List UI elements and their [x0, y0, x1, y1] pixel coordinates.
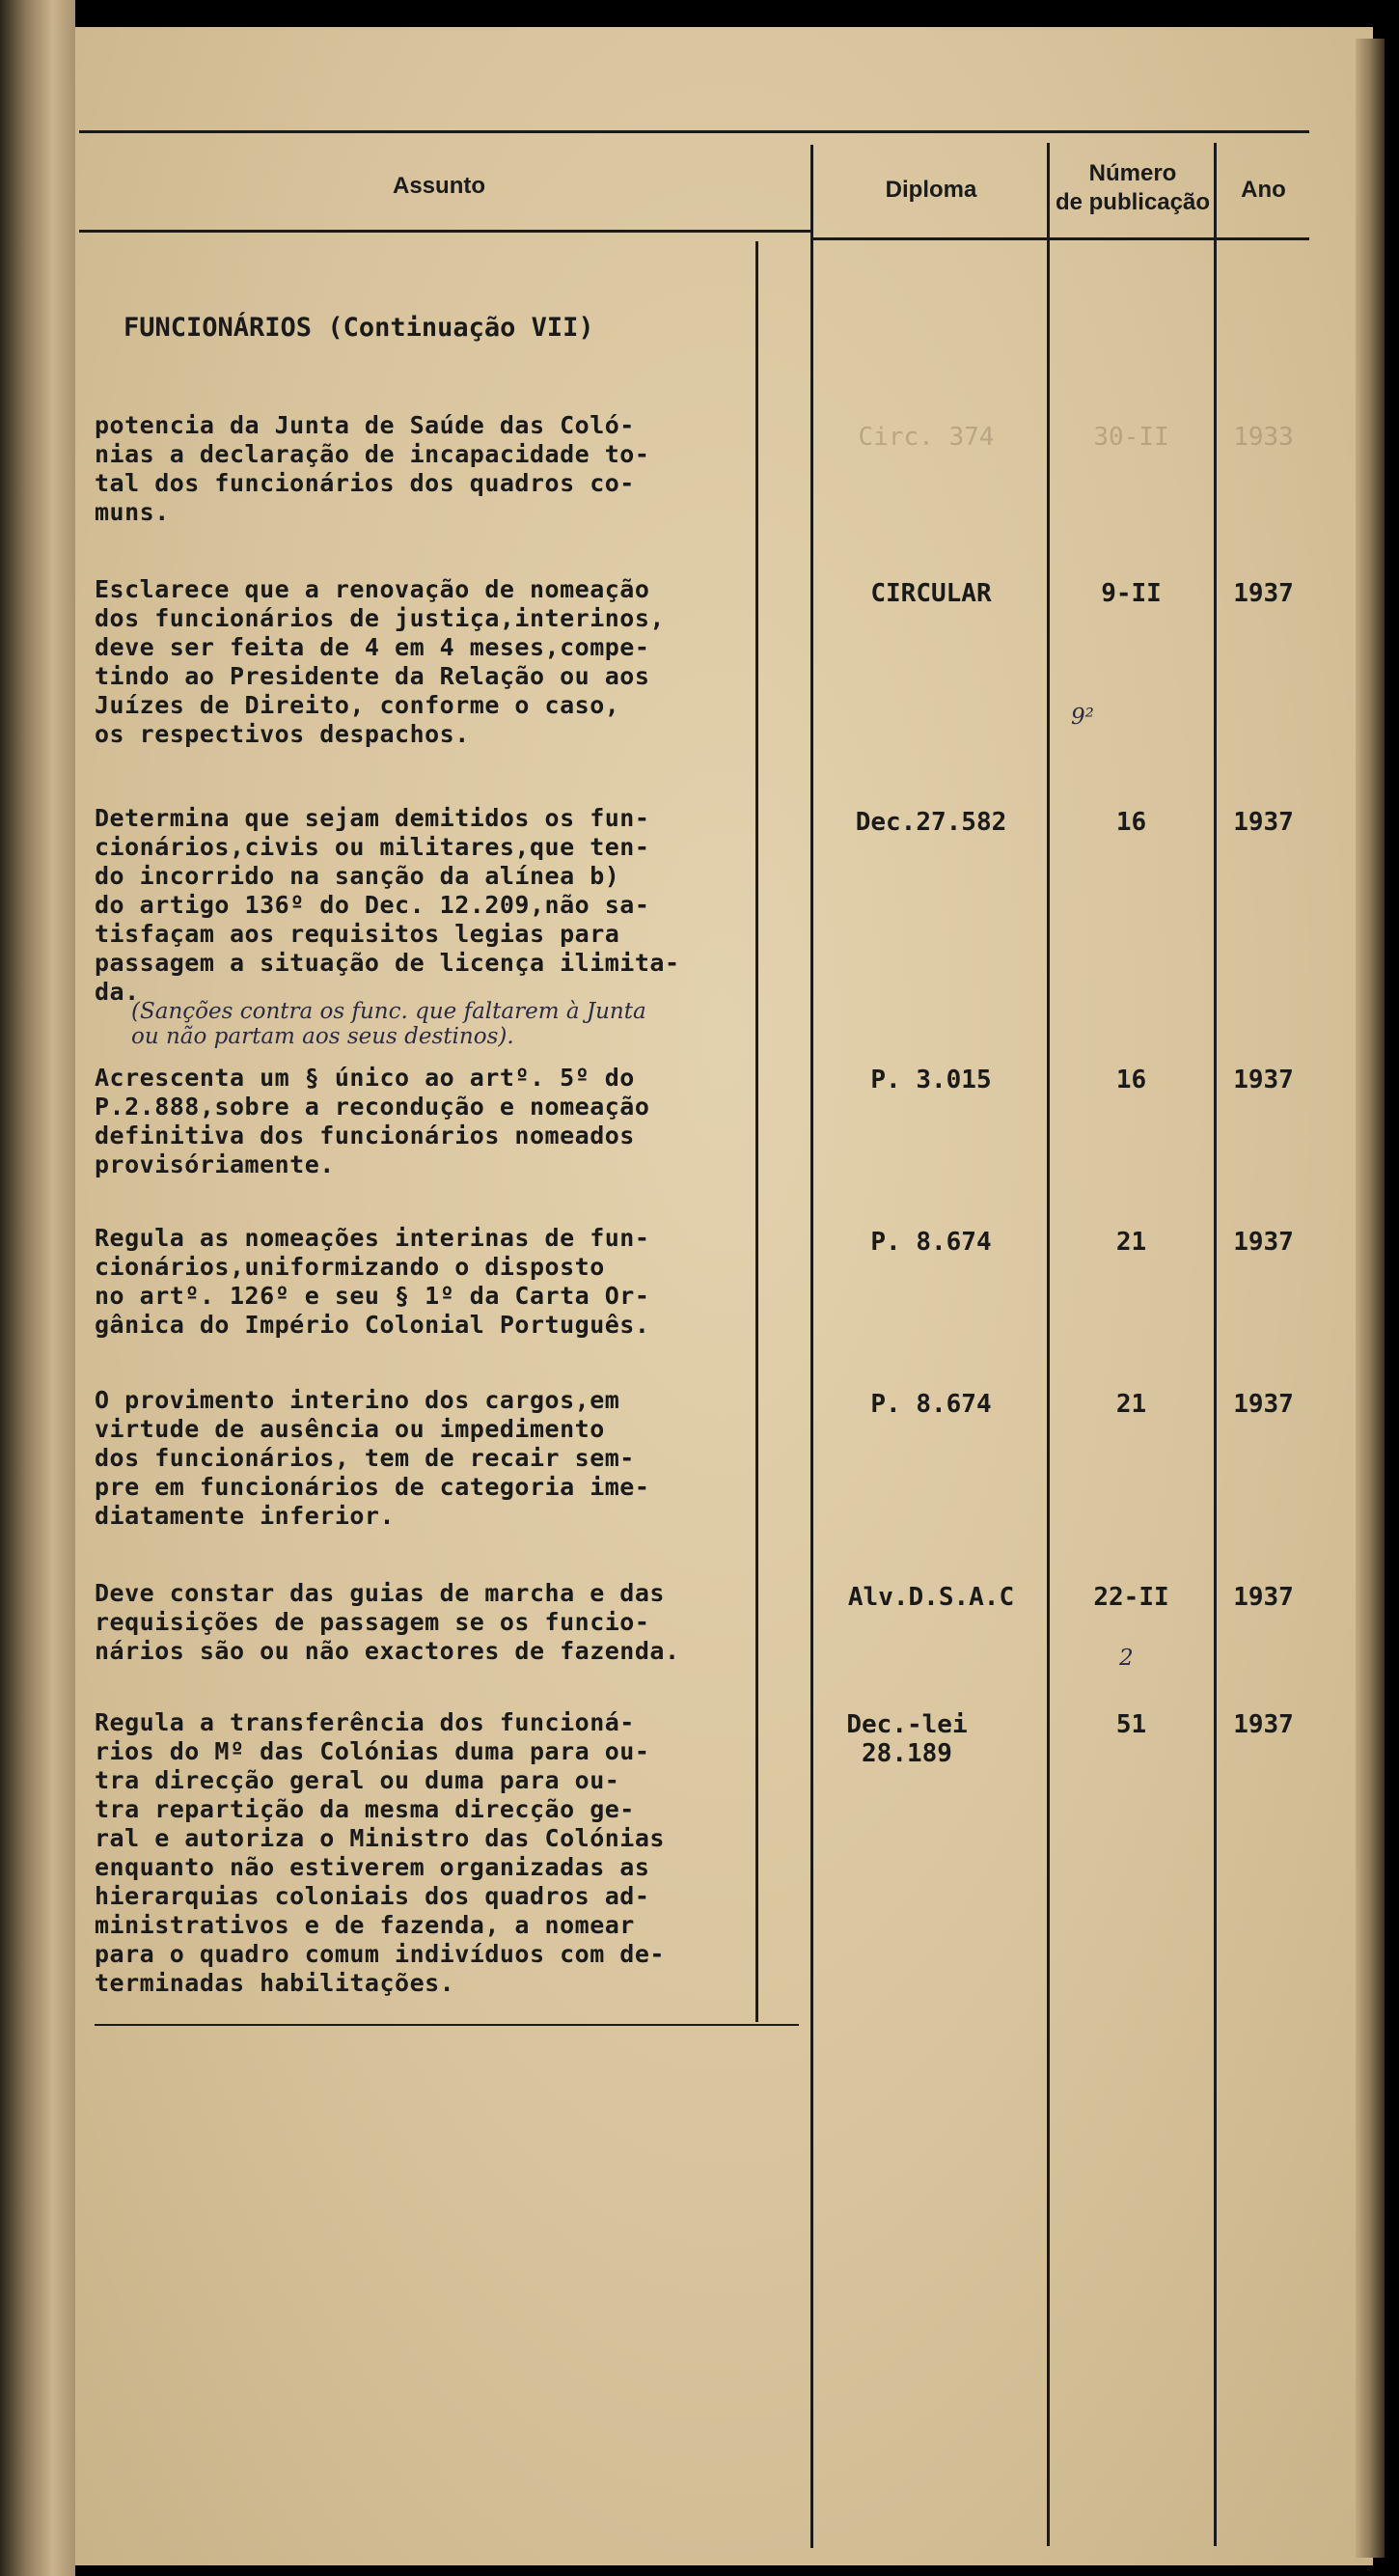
header-numero: Número de publicação: [1055, 160, 1211, 215]
entry-diploma: P. 3.015: [870, 1066, 992, 1094]
entry-text: O provimento interino dos cargos,em virtude de ausência ou impedimento dos funcionários, tem de recair sem- pre em funcionários de categoria ime- diatamente inferior.: [95, 1386, 650, 1530]
entry-text: Esclarece que a renovação de nomeação dos funcionários de justiça,interinos, deve ser feita de 4 em 4 meses,compe- tindo ao Presidente da Relação ou aos Juízes de Direito, conforme o caso, os respectivos despachos.: [95, 575, 665, 748]
entry-ano: 1937: [1233, 1583, 1294, 1612]
entry-text: Acrescenta um § único ao artº. 5º do P.2.888,sobre a recondução e nomeação definitiva dos funcionários nomeados provisóriamente.: [95, 1064, 650, 1178]
column-rule-ano: [1214, 143, 1217, 2546]
entry-text: Regula a transferência dos funcioná- rios do Mº das Colónias duma para ou- tra direcção geral ou duma para ou- tra repartição da mesma direcção ge- ral e autoriza o Ministro das Colónias enquanto não estiverem organizadas as hierarquias coloniais dos quadros ad- ministrativos e de fazenda, a nomear para o quadro comum indivíduos com de- terminadas habilitações.: [95, 1708, 665, 1997]
handwritten-note: 9²: [1071, 705, 1094, 730]
page-right-edge: [1356, 39, 1385, 2558]
entry-diploma: Circ. 374: [858, 423, 995, 452]
entry-ano: 1937: [1233, 1390, 1294, 1419]
entry-text: Regula as nomeações interinas de fun- cionários,uniformizando o disposto no artº. 126º e seu § 1º da Carta Or- gânica do Império Colonial Português.: [95, 1224, 650, 1339]
entry-numero: 30-II: [1093, 423, 1169, 452]
handwritten-note: 2: [1119, 1646, 1134, 1671]
entry-text: Deve constar das guias de marcha e das requisições de passagem se os funcio- nários são ou não exactores de fazenda.: [95, 1579, 680, 1665]
top-rule: [79, 130, 1309, 133]
entry-diploma: Alv.D.S.A.C: [847, 1583, 1015, 1612]
entry-text: Determina que sejam demitidos os fun- cionários,civis ou militares,que ten- do incorrido na sanção da alínea b) do artigo 136º do Dec. 12.209,não sa- tisfaçam aos requisitos legias para passagem a situação de licença ilimita- da.: [95, 804, 680, 1006]
entry-numero: 16: [1115, 1066, 1147, 1094]
section-title: FUNCIONÁRIOS (Continuação VII): [123, 313, 594, 343]
entry-numero: 16: [1115, 808, 1147, 837]
entry-diploma: P. 8.674: [870, 1228, 992, 1257]
entry-ano: 1933: [1233, 423, 1294, 452]
entry-numero: 21: [1115, 1228, 1147, 1257]
entry-numero: 51: [1115, 1710, 1147, 1739]
entry-ano: 1937: [1233, 808, 1294, 837]
header-bottom-rule-right: [812, 237, 1309, 240]
header-assunto: Assunto: [393, 173, 485, 199]
entry-numero: 9-II: [1101, 579, 1162, 608]
entry-numero: 22-II: [1093, 1583, 1169, 1612]
header-bottom-rule: [79, 230, 812, 233]
book-spine-edge: [0, 0, 75, 2576]
entry-diploma: Dec.-lei 28.189: [846, 1710, 968, 1768]
entries-end-rule: [95, 2024, 799, 2026]
header-diploma: Diploma: [885, 177, 977, 203]
entry-ano: 1937: [1233, 1066, 1294, 1094]
column-rule-diploma: [810, 145, 813, 2548]
entry-numero: 21: [1115, 1390, 1147, 1419]
entry-ano: 1937: [1233, 579, 1294, 608]
header-ano: Ano: [1241, 177, 1286, 203]
entry-diploma: CIRCULAR: [870, 579, 992, 608]
column-rule-numero: [1047, 143, 1050, 2546]
entry-diploma: Dec.27.582: [855, 808, 1007, 837]
entry-ano: 1937: [1233, 1228, 1294, 1257]
entry-text: potencia da Junta de Saúde das Coló- nias a declaração de incapacidade to- tal dos funcionários dos quadros co- muns.: [95, 411, 650, 526]
entry-ano: 1937: [1233, 1710, 1294, 1739]
handwritten-note: (Sanções contra os func. que faltarem à Junta ou não partam aos seus destinos).: [131, 999, 646, 1049]
entry-diploma: P. 8.674: [870, 1390, 992, 1419]
